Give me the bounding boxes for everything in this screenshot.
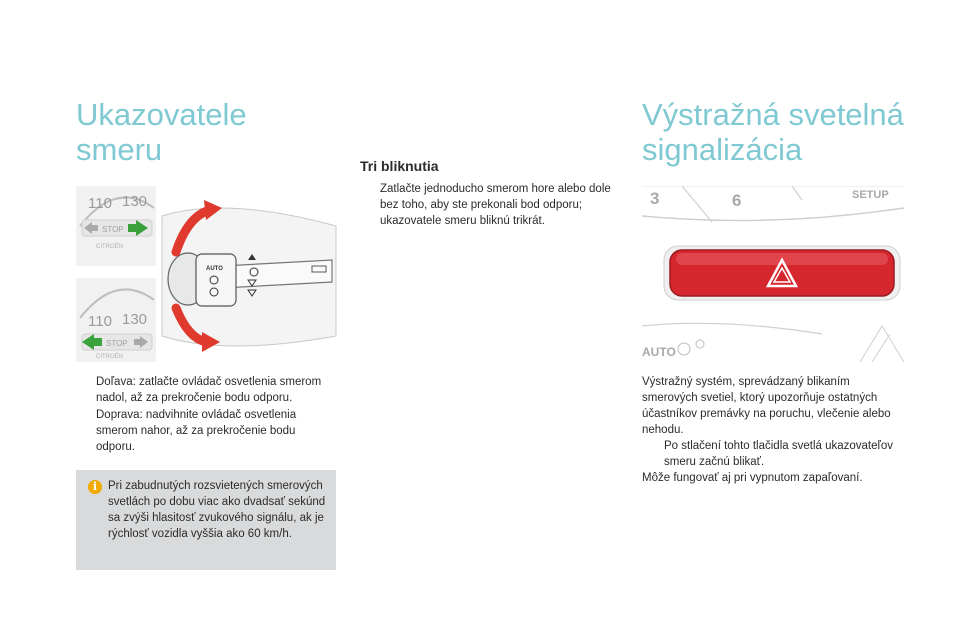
brand-label-bottom: CITROËN — [96, 354, 123, 360]
dial-bottom-b: 130 — [122, 311, 148, 328]
dash-num-b: 6 — [732, 191, 742, 210]
lighting-stalk-illustration — [76, 186, 338, 362]
hazard-description — [642, 374, 904, 486]
page-title-left — [76, 97, 247, 167]
auto-label-stalk: AUTO — [206, 266, 223, 272]
list-item-text: Doprava: nadvihnite ovládač osvetlenia smerom nahor, až za prekročenie bodu odporu. — [96, 409, 297, 453]
dash-num-a: 3 — [650, 189, 660, 208]
list-item — [76, 374, 336, 406]
title-right-line1: Výstražná svetelná — [642, 97, 904, 132]
stop-label-top: STOP — [102, 225, 124, 234]
title-left-line2: smeru — [76, 132, 163, 167]
info-note-box — [76, 470, 336, 570]
title-right-line2: signalizácia — [642, 132, 803, 167]
dial-top-b: 130 — [122, 193, 148, 210]
list-item — [642, 438, 904, 470]
list-item-text: Doľava: zatlačte ovládač osvetlenia smerom nadol, až za prekročenie bodu odporu. — [96, 376, 322, 404]
info-icon: i — [88, 480, 102, 494]
page-title-right — [642, 97, 904, 167]
list-item — [76, 407, 336, 455]
stop-label-bottom: STOP — [106, 339, 128, 348]
hazard-para1: Výstražný systém, sprevádzaný blikaním smerových svetiel, ktorý upozorňuje ostatných účastníkov premávky na poruchu, vlečenie alebo nehodu. — [642, 376, 891, 436]
hazard-button-illustration — [642, 186, 904, 362]
turn-signal-list — [76, 374, 336, 456]
title-left-line1: Ukazovatele — [76, 97, 247, 132]
hazard-para2: Môže fungovať aj pri vypnutom zapaľovaní. — [642, 472, 863, 484]
info-note-text: Pri zabudnutých rozsvietených smerových svetlách po dobu viac ako dvadsať sekúnd sa zvýši hlasitosť zvukového signálu, ak je rýchlosť vozidla vyššia ako 60 km/h. — [108, 480, 326, 540]
dial-top-a: 110 — [88, 195, 112, 212]
brand-label-top: CITROËN — [96, 244, 123, 250]
list-item-text: Po stlačení tohto tlačidla svetlá ukazovateľov smeru začnú blikať. — [664, 440, 894, 468]
setup-label: SETUP — [852, 189, 889, 201]
section-heading-tri-bliknutia: Tri bliknutia — [360, 158, 439, 174]
list-item-text: Zatlačte jednoducho smerom hore alebo dole bez toho, aby ste prekonali bod odporu; ukazovatele smeru bliknú trikrát. — [380, 183, 611, 227]
list-item — [360, 181, 612, 229]
tri-bliknutia-list — [360, 181, 612, 230]
auto-label-console: AUTO — [642, 345, 676, 359]
dial-bottom-a: 110 — [88, 313, 112, 330]
